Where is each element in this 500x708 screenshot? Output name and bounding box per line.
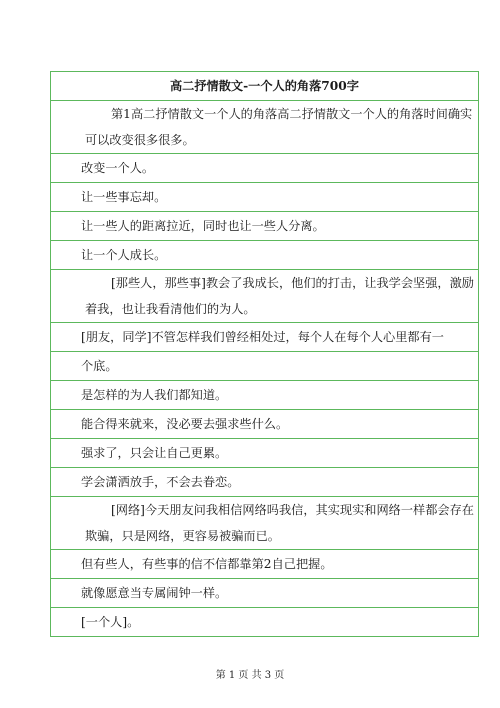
- paragraph-line: 欺骗，只是网络，更容易被骗而已。: [85, 529, 280, 543]
- paragraph-row: [51, 497, 479, 550]
- paragraph-row: [51, 154, 479, 183]
- paragraph-text: 强求了，只会让自己更累。: [51, 439, 479, 468]
- paragraph-row: [51, 468, 479, 497]
- paragraph-row: [51, 439, 479, 468]
- paragraph-text: 就像愿意当专属闹钟一样。: [51, 579, 479, 608]
- paragraph-row: [51, 212, 479, 241]
- paragraph-row: [51, 579, 479, 608]
- paragraph-line: [网络]今天朋友问我相信网络吗我信，其实现实和网络一样都会存在: [111, 503, 474, 517]
- paragraph-text: 让一些事忘却。: [51, 183, 479, 212]
- paragraph-line: 着我，也让我看清他们的为人。: [85, 302, 256, 316]
- paragraph-text: 学会潇洒放手，不会去眷恋。: [51, 468, 479, 497]
- paragraph-block: [51, 497, 479, 550]
- paragraph-text: [一个人]。: [51, 608, 479, 637]
- paragraph-text: 个底。: [51, 352, 479, 381]
- paragraph-row: [51, 381, 479, 410]
- document-title: 高二抒情散文-一个人的角落700字: [51, 72, 479, 101]
- paragraph-text: 但有些人，有些事的信不信都靠第2自己把握。: [51, 550, 479, 579]
- paragraph-line: 第1高二抒情散文一个人的角落高二抒情散文一个人的角落时间确实: [111, 107, 473, 121]
- paragraph-text: 让一个人成长。: [51, 241, 479, 270]
- paragraph-text: 改变一个人。: [51, 154, 479, 183]
- paragraph-row: [51, 183, 479, 212]
- page-number-footer: 第 1 页 共 3 页: [215, 670, 285, 681]
- paragraph-row: [51, 550, 479, 579]
- paragraph-row: [51, 352, 479, 381]
- paragraph-row: [51, 241, 479, 270]
- paragraph-row: [51, 101, 479, 154]
- paragraph-line: [那些人，那些事]教会了我成长，他们的打击，让我学会坚强，激励: [111, 276, 474, 290]
- paragraph-line: 可以改变很多很多。: [85, 133, 195, 147]
- paragraph-block: [51, 270, 479, 323]
- paragraph-row: [51, 323, 479, 352]
- title-row: [51, 72, 479, 101]
- paragraph-block: [51, 101, 479, 154]
- paragraph-row: [51, 608, 479, 637]
- paragraph-text: 是怎样的为人我们都知道。: [51, 381, 479, 410]
- paragraph-text: [朋友，同学]不管怎样我们曾经相处过，每个人在每个人心里都有一: [51, 323, 479, 352]
- paragraph-text: 能合得来就来，没必要去强求些什么。: [51, 410, 479, 439]
- document-table-body: [51, 72, 479, 637]
- paragraph-row: [51, 270, 479, 323]
- paragraph-row: [51, 410, 479, 439]
- paragraph-text: 让一些人的距离拉近，同时也让一些人分离。: [51, 212, 479, 241]
- document-table: [50, 71, 479, 637]
